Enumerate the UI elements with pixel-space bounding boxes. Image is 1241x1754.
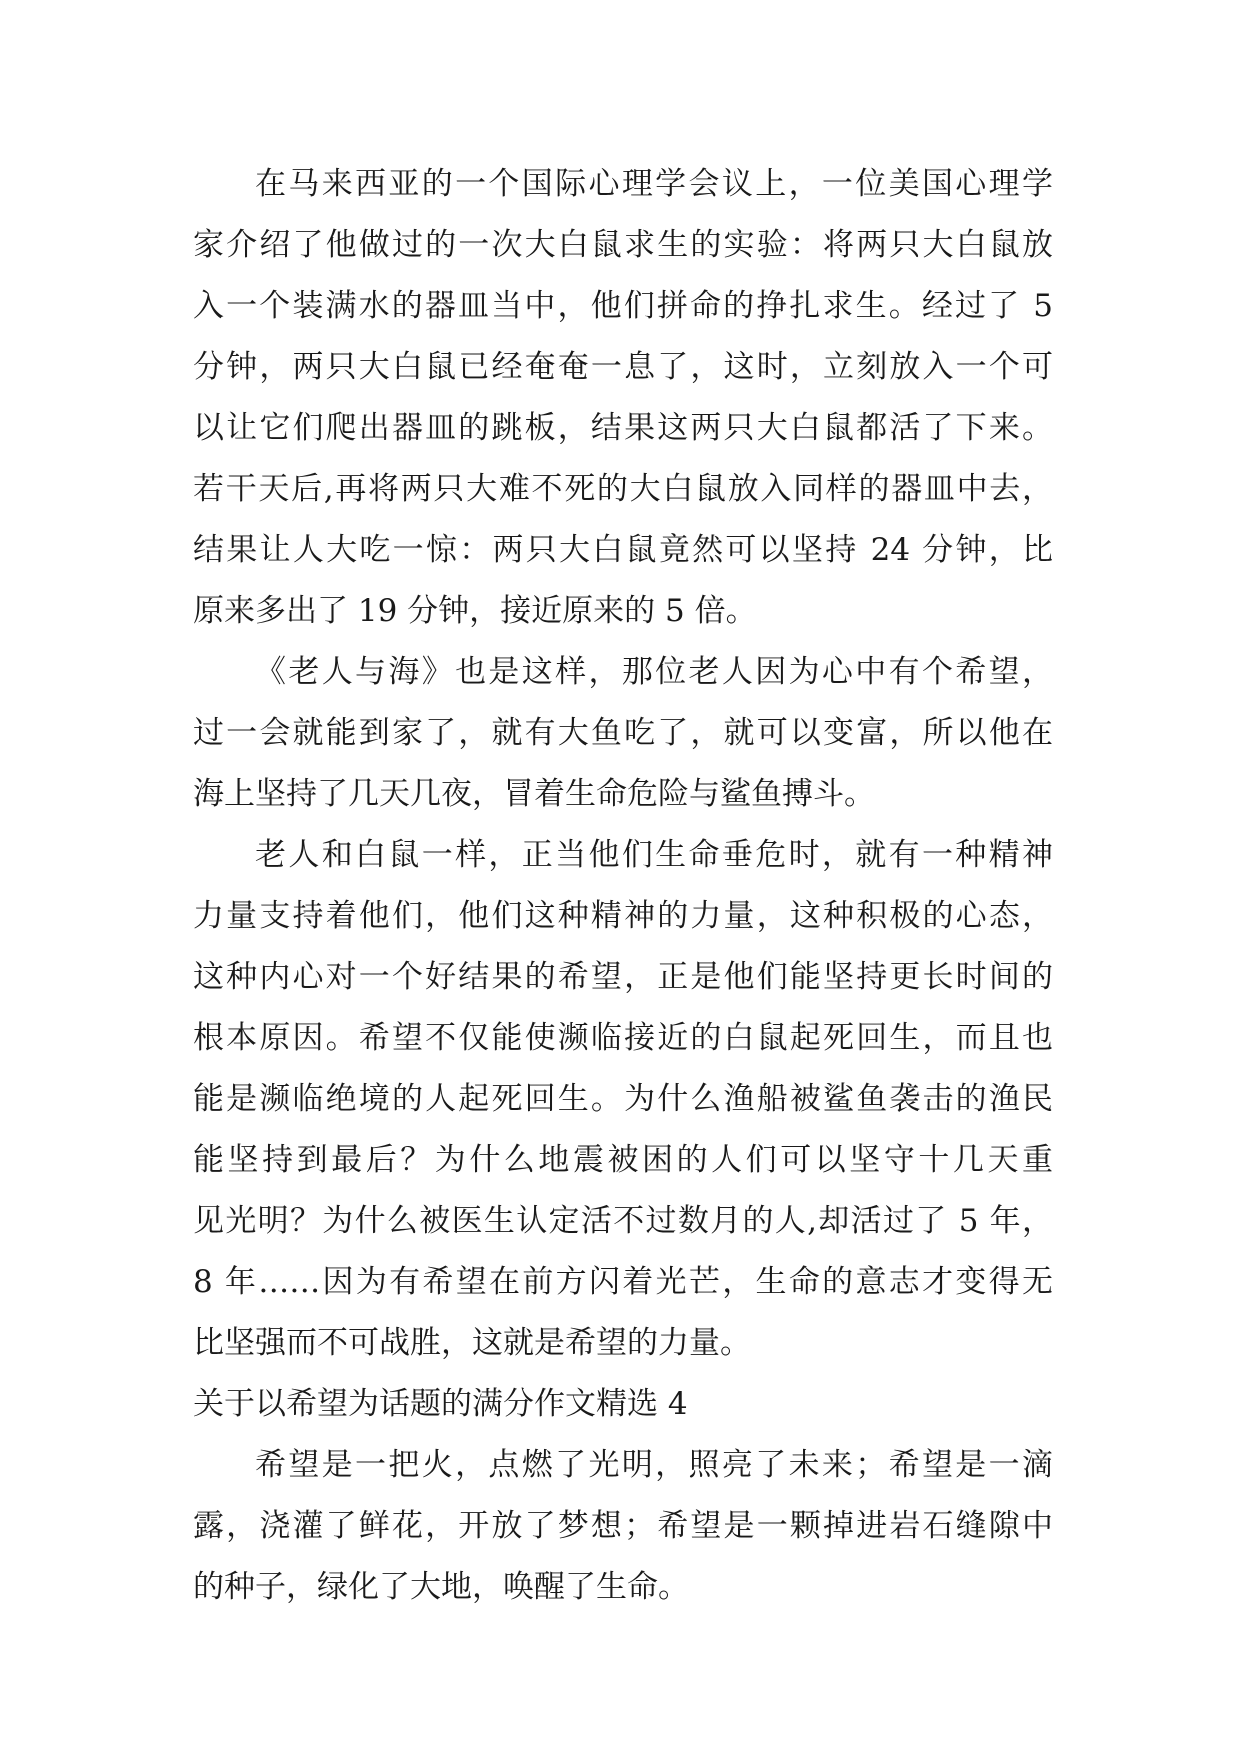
paragraph-line: 根本原因。希望不仅能使濒临接近的白鼠起死回生，而且也 — [193, 1020, 1053, 1056]
paragraph-line: 见光明？为什么被医生认定活不过数月的人,却活过了 5 年， — [193, 1203, 1053, 1239]
paragraph-line: 在马来西亚的一个国际心理学会议上，一位美国心理学 — [255, 166, 1053, 202]
paragraph-3 — [193, 825, 1053, 1374]
paragraph-line: 的种子，绿化了大地，唤醒了生命。 — [193, 1569, 689, 1605]
paragraph-line: 若干天后,再将两只大难不死的大白鼠放入同样的器皿中去， — [193, 471, 1053, 507]
paragraph-line: 希望是一把火，点燃了光明，照亮了未来；希望是一滴 — [255, 1447, 1053, 1483]
paragraph-line: 8 年……因为有希望在前方闪着光芒，生命的意志才变得无 — [193, 1264, 1053, 1300]
paragraph-line: 家介绍了他做过的一次大白鼠求生的实验：将两只大白鼠放 — [193, 227, 1053, 263]
paragraph-line: 老人和白鼠一样，正当他们生命垂危时，就有一种精神 — [255, 837, 1053, 873]
paragraph-line: 分钟，两只大白鼠已经奄奄一息了，这时，立刻放入一个可 — [193, 349, 1053, 385]
section-heading: 关于以希望为话题的满分作文精选 4 — [193, 1386, 688, 1422]
paragraph-line: 能坚持到最后？为什么地震被困的人们可以坚守十几天重 — [193, 1142, 1053, 1178]
paragraph-line: 结果让人大吃一惊：两只大白鼠竟然可以坚持 24 分钟，比 — [193, 532, 1053, 568]
paragraph-2 — [193, 642, 1053, 825]
paragraph-line: 力量支持着他们，他们这种精神的力量，这种积极的心态， — [193, 898, 1053, 934]
paragraph-line: 《老人与海》也是这样，那位老人因为心中有个希望， — [255, 654, 1053, 690]
paragraph-line: 过一会就能到家了，就有大鱼吃了，就可以变富，所以他在 — [193, 715, 1053, 751]
paragraph-line: 比坚强而不可战胜，这就是希望的力量。 — [193, 1325, 751, 1361]
paragraph-line: 露，浇灌了鲜花，开放了梦想；希望是一颗掉进岩石缝隙中 — [193, 1508, 1053, 1544]
paragraph-4 — [193, 1435, 1053, 1618]
paragraph-line: 入一个装满水的器皿当中，他们拼命的挣扎求生。经过了 5 — [193, 288, 1053, 324]
paragraph-line: 原来多出了 19 分钟，接近原来的 5 倍。 — [193, 593, 757, 629]
document-body — [193, 154, 1053, 1618]
paragraph-1 — [193, 154, 1053, 642]
paragraph-line: 以让它们爬出器皿的跳板，结果这两只大白鼠都活了下来。 — [193, 410, 1053, 446]
paragraph-line: 海上坚持了几天几夜，冒着生命危险与鲨鱼搏斗。 — [193, 776, 875, 812]
paragraph-line: 这种内心对一个好结果的希望，正是他们能坚持更长时间的 — [193, 959, 1053, 995]
paragraph-line: 能是濒临绝境的人起死回生。为什么渔船被鲨鱼袭击的渔民 — [193, 1081, 1053, 1117]
